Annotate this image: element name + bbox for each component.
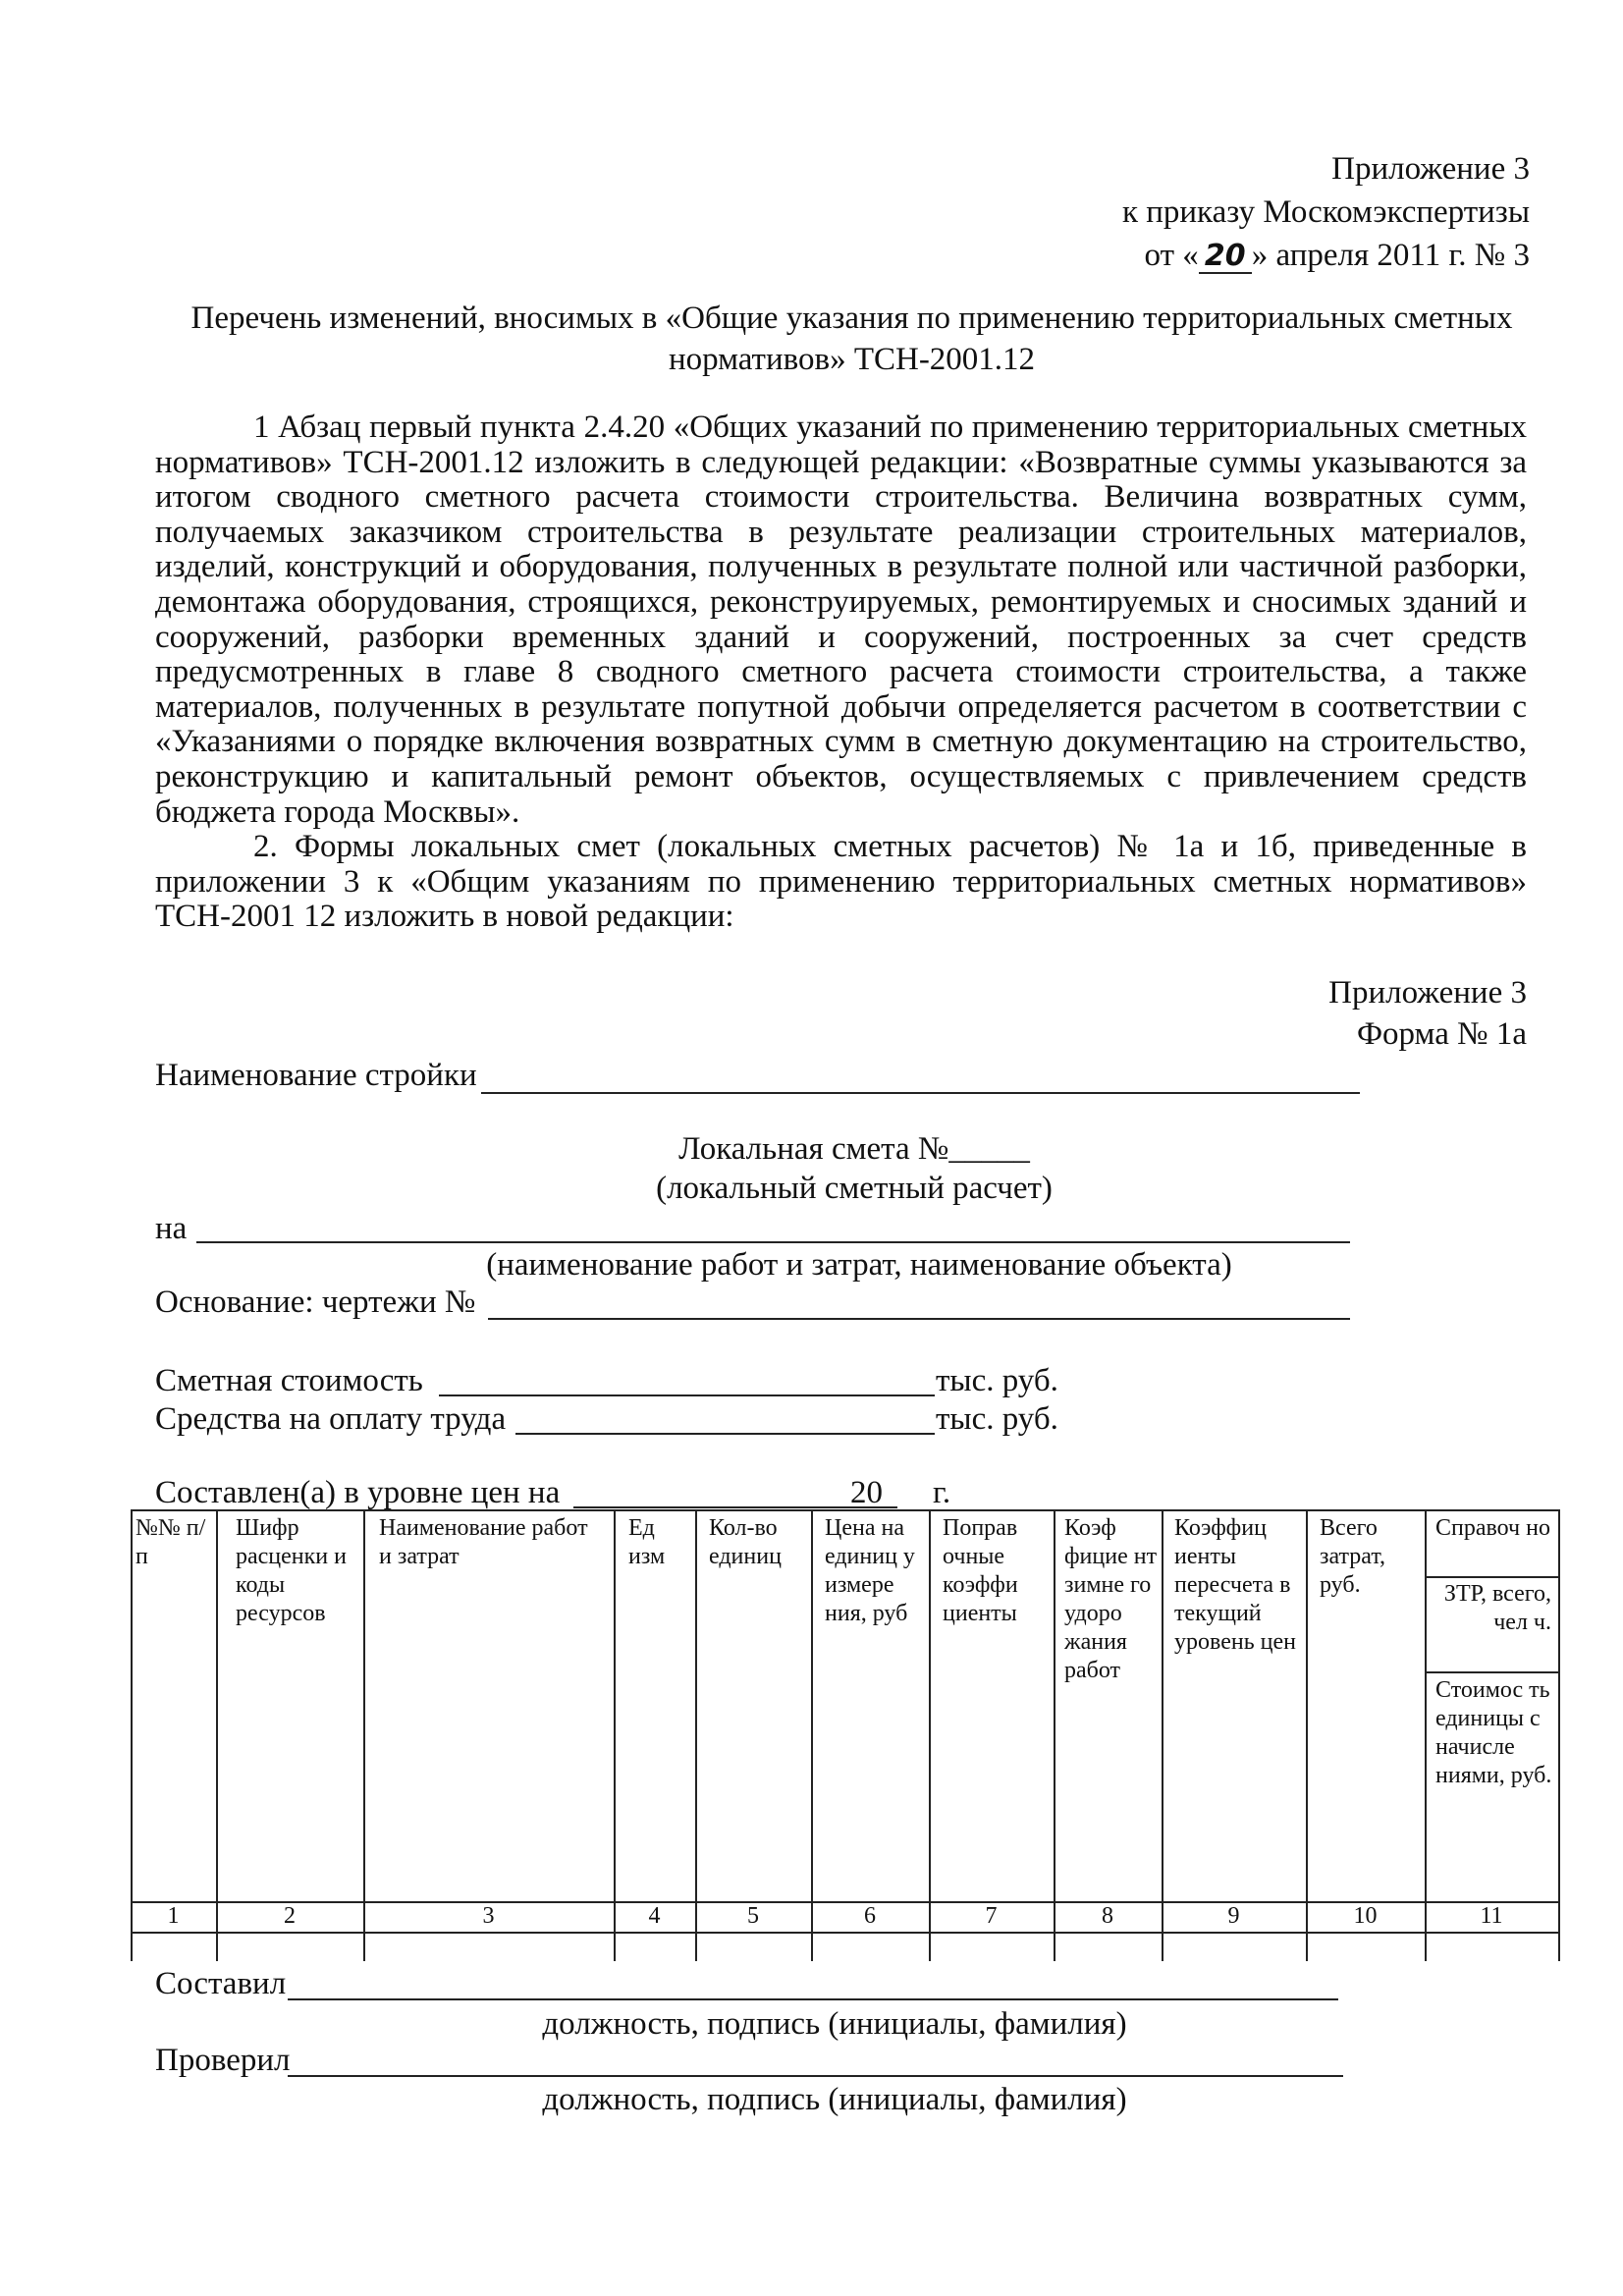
form-appendix: Приложение 3 bbox=[1328, 975, 1527, 1011]
compiled-field-line bbox=[288, 1998, 1338, 2000]
prices-label: Составлен(а) в уровне цен на bbox=[155, 1475, 561, 1510]
prices-g: г. bbox=[933, 1475, 951, 1510]
header-cell-correction: Поправ очные коэффи циенты bbox=[943, 1515, 1018, 1626]
basis-label: Основание: чертежи № bbox=[155, 1285, 476, 1320]
column-number: 7 bbox=[985, 1903, 998, 1929]
checked-caption: должность, подпись (инициалы, фамилия) bbox=[542, 2082, 1127, 2117]
col-border bbox=[1558, 1509, 1560, 1961]
col-border bbox=[1425, 1509, 1427, 1961]
col-border bbox=[363, 1509, 365, 1961]
compiled-label: Составил bbox=[155, 1966, 287, 2001]
prices-year: 20 bbox=[850, 1475, 883, 1510]
cost-field-line bbox=[439, 1394, 935, 1396]
table-numbers-bottom bbox=[131, 1932, 1558, 1934]
sub-header-line-2 bbox=[1425, 1671, 1558, 1673]
column-number: 2 bbox=[284, 1903, 296, 1929]
column-number: 3 bbox=[482, 1903, 495, 1929]
labor-label: Средства на оплату труда bbox=[155, 1401, 507, 1437]
on-field-line bbox=[196, 1241, 1350, 1243]
header-cell-price: Цена на единиц у измере ния, руб bbox=[825, 1515, 915, 1626]
column-number: 4 bbox=[648, 1903, 661, 1929]
column-number: 9 bbox=[1227, 1903, 1240, 1929]
col-border bbox=[1162, 1509, 1163, 1961]
column-number: 5 bbox=[747, 1903, 759, 1929]
col-border bbox=[614, 1509, 616, 1961]
header-cell-code: Шифр расценки и коды ресурсов bbox=[236, 1515, 347, 1626]
col-border bbox=[1054, 1509, 1055, 1961]
header-cell-qty: Кол-во единиц bbox=[709, 1515, 782, 1569]
header-cell-unit: Ед изм bbox=[628, 1515, 666, 1569]
paragraph-1: 1 Абзац первый пункта 2.4.20 «Общих указаний по применению территориальных сметных нормативов» ТСН-2001.12 изложить в следующей редакции: «Возвратные суммы указываются за итогом сводного сметного расчета стоимости строительства. Величина возвратных сумм, получаемых заказчиком строительства в результате реализации строительных материалов, изделий, конструкций и оборудования, полученных в результате полной или частичной разборки, демонтажа оборудования, строящихся, реконструируемых, ремонтируемых и сносимых зданий и сооружений, разборки временных зданий и сооружений, построенных за счет средств предусмотренных в главе 8 сводного сметного расчета стоимости строительства, а также материалов, полученных в результате попутной добычи определяется расчетом в соответствии с «Указаниями о порядке включения возвратных сумм в сметную документацию на строительство, реконструкцию и капитальный ремонт объектов, осуществляемых с привлечением средств бюджета города Москвы». bbox=[155, 410, 1527, 830]
table-top-border bbox=[131, 1509, 1558, 1511]
on-label: на bbox=[155, 1211, 188, 1246]
column-number: 1 bbox=[167, 1903, 180, 1929]
date-day-handwritten: 20 bbox=[1199, 241, 1252, 274]
col-border bbox=[929, 1509, 931, 1961]
column-number: 10 bbox=[1353, 1903, 1378, 1929]
basis-field-line bbox=[488, 1318, 1350, 1320]
construction-label: Наименование стройки bbox=[155, 1058, 477, 1093]
header-cell-unit-cost: Стоимос ть единицы с начисле ниями, руб. bbox=[1435, 1677, 1552, 1788]
header-cell-index: №№ п/п bbox=[135, 1515, 206, 1569]
cost-unit: тыс. руб. bbox=[936, 1363, 1058, 1398]
order-line: к приказу Москомэкспертизы bbox=[1121, 194, 1530, 230]
estimate-title: Локальная смета №_____ bbox=[678, 1131, 1030, 1167]
header-cell-name: Наименование работ и затрат bbox=[379, 1515, 588, 1569]
appendix-line: Приложение 3 bbox=[1331, 151, 1530, 187]
title-line-2: нормативов» ТСН-2001.12 bbox=[668, 342, 1036, 377]
labor-unit: тыс. руб. bbox=[936, 1401, 1058, 1437]
checked-label: Проверил bbox=[155, 2043, 291, 2078]
date-prefix: от « bbox=[1144, 238, 1199, 273]
col-border bbox=[131, 1509, 133, 1961]
header-cell-reference: Справоч но bbox=[1435, 1515, 1550, 1541]
document-title bbox=[177, 298, 1527, 380]
construction-field-line bbox=[481, 1092, 1360, 1094]
col-border bbox=[1306, 1509, 1308, 1961]
date-line bbox=[842, 234, 1530, 277]
labor-field-line bbox=[515, 1433, 935, 1435]
order-header bbox=[842, 147, 1530, 277]
header-cell-winter: Коэф фицие нт зимне го удоро жания работ bbox=[1064, 1515, 1158, 1683]
header-cell-recalc: Коэффиц иенты пересчета в текущий уровень цен bbox=[1174, 1515, 1296, 1655]
date-suffix: » апреля 2011 г. № 3 bbox=[1251, 238, 1530, 273]
title-line-1: Перечень изменений, вносимых в «Общие указания по применению территориальных сметных bbox=[190, 301, 1513, 336]
col-border bbox=[695, 1509, 697, 1961]
paragraph-2: 2. Формы локальных смет (локальных сметных расчетов) № 1а и 1б, приведенные в приложении 3 к «Общим указаниям по применению территориальных сметных нормативов» ТСН-2001 12 изложить в новой редакции: bbox=[155, 829, 1527, 935]
header-cell-ztr: ЗТР, всего, чел ч. bbox=[1443, 1581, 1551, 1635]
form-number: Форма № 1а bbox=[1356, 1016, 1527, 1052]
column-number: 11 bbox=[1480, 1903, 1503, 1929]
column-number: 6 bbox=[864, 1903, 876, 1929]
col-border bbox=[811, 1509, 813, 1961]
compiled-caption: должность, подпись (инициалы, фамилия) bbox=[542, 2006, 1127, 2042]
checked-field-line bbox=[288, 2075, 1343, 2077]
form-heading bbox=[1328, 972, 1527, 1055]
body-text bbox=[155, 410, 1527, 935]
col-border bbox=[216, 1509, 218, 1961]
estimate-subtitle: (локальный сметный расчет) bbox=[656, 1171, 1053, 1206]
header-cell-total: Всего затрат, руб. bbox=[1320, 1515, 1386, 1598]
on-caption: (наименование работ и затрат, наименование объекта) bbox=[486, 1247, 1232, 1283]
sub-header-line-1 bbox=[1425, 1576, 1558, 1578]
prices-field-line bbox=[573, 1506, 897, 1508]
cost-label: Сметная стоимость bbox=[155, 1363, 423, 1398]
column-number: 8 bbox=[1102, 1903, 1113, 1929]
